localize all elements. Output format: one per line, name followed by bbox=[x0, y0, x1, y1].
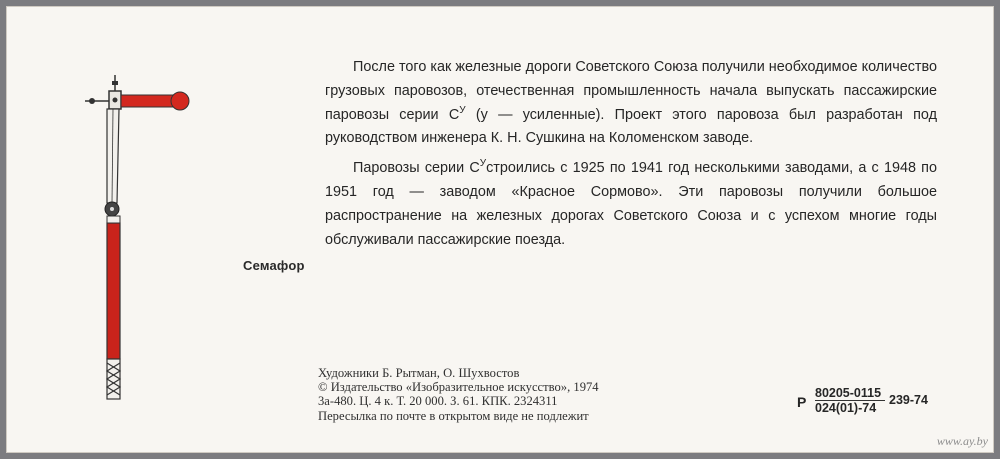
postcard-back bbox=[6, 6, 994, 453]
semaphore-illustration bbox=[79, 73, 209, 403]
publisher-line: © Издательство «Изобразительное искусство», 1974 bbox=[318, 380, 599, 395]
description-text bbox=[325, 56, 937, 258]
mail-note-line: Пересылка по почте в открытом виде не подлежит bbox=[318, 408, 589, 423]
paragraph-2: Паровозы серии $С^Устроились$ с 1925 по 1941 год несколькими заводами, а с 1948 по 1951 год — заводом «Красное Сормово». Эти паровозы получили большое распространение на железных дорогах Советского Союза и с успехом многие годы обслуживали пассажирские поезда. bbox=[325, 158, 937, 248]
illustration-caption: Семафор bbox=[243, 258, 305, 273]
publisher-credits bbox=[318, 366, 599, 423]
pub-code-letter: Р bbox=[797, 394, 807, 410]
pub-code-fraction: 80205-0115 024(01)-74 bbox=[815, 386, 885, 415]
artists-line: Художники Б. Рытман, О. Шухвостов bbox=[318, 366, 520, 380]
paragraph-1: После того как железные дороги Советского Союза получили необходимое количество грузовых паровозов, отечественная промышленность начала выпускать пассажирские паровозы серии $С^У$ (у — усиленные). Проект этого паровоза был разработан под руководством инженера К. Н. Сушкина на Коломенском заводе. bbox=[325, 59, 937, 147]
watermark: www.ay.by bbox=[936, 434, 988, 448]
pub-code-suffix: 239-74 bbox=[889, 393, 928, 407]
print-info-line: 3а-480. Ц. 4 к. Т. 20 000. З. 61. КПК. 2324311 bbox=[318, 394, 558, 409]
